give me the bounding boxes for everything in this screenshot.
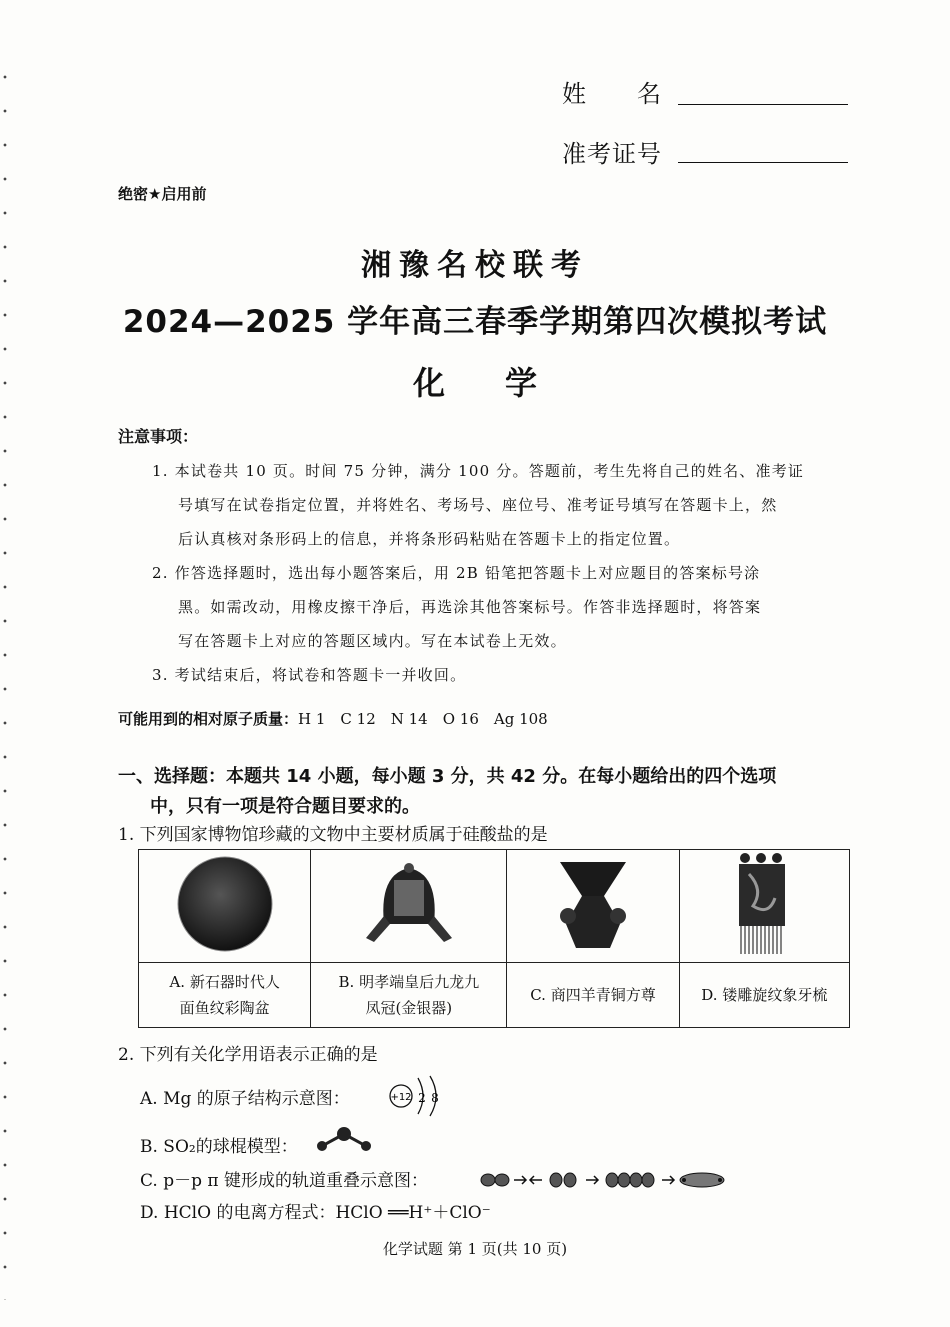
shell-1-electrons: 2 bbox=[418, 1091, 426, 1105]
option-a-text: A. Mg 的原子结构示意图： bbox=[140, 1089, 350, 1109]
mg-atom-structure-diagram bbox=[388, 1072, 458, 1122]
notice-heading: 注意事项： bbox=[118, 427, 199, 446]
section-heading-line1: 一、选择题：本题共 14 小题，每小题 3 分，共 42 分。在每小题给出的四个选项 bbox=[118, 766, 777, 787]
exam-title: 2024—2025 学年高三春季学期第四次模拟考试 bbox=[122, 304, 828, 340]
notice-line: 写在答题卡上对应的答题区域内。写在本试卷上无效。 bbox=[178, 632, 567, 650]
section-heading-line2: 中，只有一项是符合题目要求的。 bbox=[150, 796, 420, 817]
caption-line: D. 镂雕旋纹象牙梳 bbox=[701, 986, 828, 1004]
question-2-option-b bbox=[140, 1132, 298, 1157]
notice-line: 后认真核对条形码上的信息，并将条形码粘贴在答题卡上的指定位置。 bbox=[178, 530, 681, 548]
caption-line: B. 明孝端皇后九龙九 bbox=[338, 973, 480, 991]
ivory-comb-image bbox=[709, 850, 819, 958]
question-2-stem: 2. 下列有关化学用语表示正确的是 bbox=[118, 1045, 378, 1065]
atomic-masses bbox=[118, 708, 548, 729]
option-c-text: C. p－p π 键形成的轨道重叠示意图： bbox=[140, 1171, 428, 1191]
option-c-caption bbox=[507, 963, 679, 1028]
atomic-masses-label: 可能用到的相对原子质量： bbox=[118, 710, 299, 728]
name-field[interactable] bbox=[678, 104, 848, 105]
question-1-options-table bbox=[138, 849, 850, 1028]
notice-line: 号填写在试卷指定位置，并将姓名、考场号、座位号、准考证号填写在答题卡上，然 bbox=[178, 496, 778, 514]
option-b-text: B. SO₂的球棍模型： bbox=[140, 1137, 298, 1157]
option-c-image bbox=[507, 850, 679, 963]
phoenix-crown-image bbox=[354, 854, 464, 954]
question-2-option-a bbox=[140, 1084, 350, 1109]
notice-item-2 bbox=[152, 556, 852, 658]
notice-line: 黑。如需改动，用橡皮擦干净后，再选涂其他答案标号。作答非选择题时，将答案 bbox=[178, 598, 762, 616]
notice-line: 1. 本试卷共 10 页。时间 75 分钟，满分 100 分。答题前，考生先将自己的姓名、准考证 bbox=[152, 462, 805, 480]
atomic-masses-values: H 1 C 12 N 14 O 16 Ag 108 bbox=[298, 710, 548, 728]
so2-ball-stick-model bbox=[312, 1124, 376, 1156]
caption-line: 凤冠(金银器) bbox=[365, 999, 453, 1017]
caption-line: C. 商四羊青铜方尊 bbox=[530, 986, 656, 1004]
notice-list bbox=[152, 454, 852, 692]
bronze-zun-image bbox=[538, 854, 648, 954]
union-title: 湘豫名校联考 bbox=[361, 248, 589, 283]
option-b-caption bbox=[311, 963, 507, 1028]
option-d-caption bbox=[679, 963, 849, 1028]
notice-item-1 bbox=[152, 454, 852, 556]
option-a-image bbox=[139, 850, 311, 963]
notice-line: 2. 作答选择题时，选出每小题答案后，用 2B 铅笔把答题卡上对应题目的答案标号涂 bbox=[152, 564, 761, 582]
caption-line: A. 新石器时代人 bbox=[169, 973, 280, 991]
option-d-image bbox=[679, 850, 849, 963]
notice-line: 3. 考试结束后，将试卷和答题卡一并收回。 bbox=[152, 666, 467, 684]
pi-bond-overlap-diagram bbox=[480, 1168, 730, 1192]
option-a-caption bbox=[139, 963, 311, 1028]
caption-line: 面鱼纹彩陶盆 bbox=[179, 999, 270, 1017]
exam-id-field[interactable] bbox=[678, 162, 848, 163]
question-2-option-d: D. HClO 的电离方程式：HClO ══H⁺＋ClO⁻ bbox=[140, 1203, 491, 1223]
question-1-stem: 1. 下列国家博物馆珍藏的文物中主要材质属于硅酸盐的是 bbox=[118, 825, 548, 845]
subject-title: 化学 bbox=[412, 364, 597, 402]
question-2-option-c bbox=[140, 1166, 428, 1191]
option-b-image bbox=[311, 850, 507, 963]
nucleus-charge: +12 bbox=[390, 1092, 412, 1103]
exam-id-label: 准考证号 bbox=[562, 140, 662, 168]
pottery-basin-image bbox=[170, 854, 280, 954]
confidential-mark: 绝密★启用前 bbox=[118, 185, 207, 203]
notice-item-3 bbox=[152, 658, 852, 692]
page-footer: 化学试题 第 1 页(共 10 页) bbox=[382, 1240, 568, 1258]
name-label: 姓 名 bbox=[562, 80, 662, 108]
shell-2-electrons: 8 bbox=[431, 1091, 439, 1105]
